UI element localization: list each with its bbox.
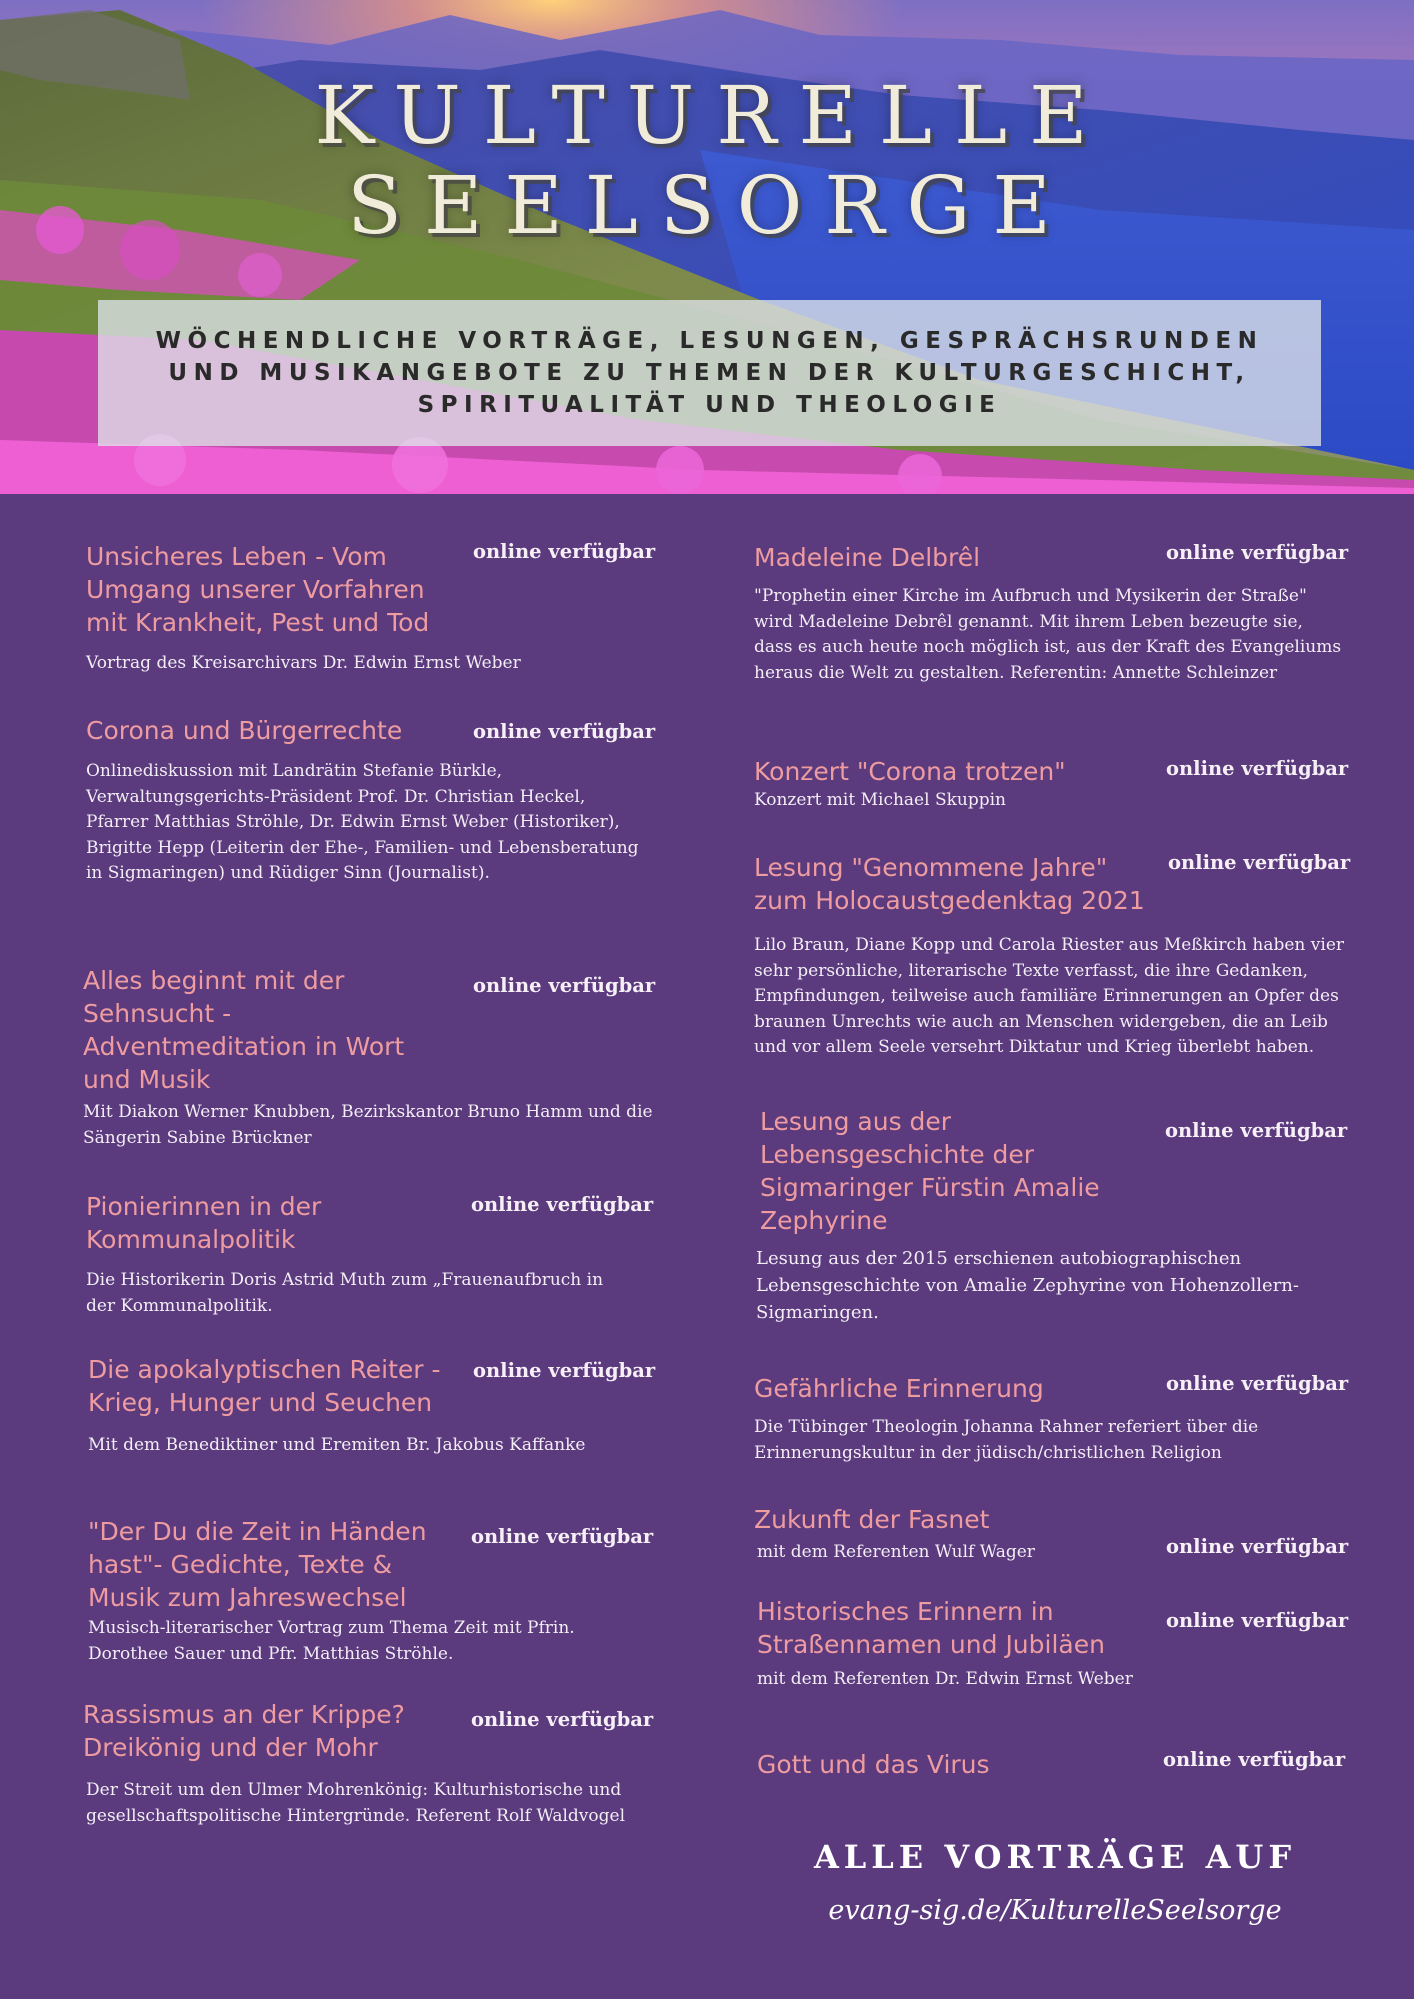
event-description: Lesung aus der 2015 erschienen autobiographischen Lebensgeschichte von Amalie Zephyrine von Hohenzollern-Sigmaringen. — [756, 1248, 1299, 1323]
event-description: Die Historikerin Doris Astrid Muth zum „Frauenaufbruch in der Kommunalpolitik. — [86, 1270, 604, 1316]
event-title: Gott und das Virus — [757, 1750, 990, 1779]
event-unsicheres-leben[interactable] — [86, 540, 656, 677]
event-title: Lesung aus der Lebensgeschichte der Sigmaringer Fürstin Amalie Zephyrine — [760, 1107, 1100, 1235]
online-badge[interactable]: online verfügbar — [473, 974, 656, 997]
event-title: Madeleine Delbrêl — [754, 543, 981, 572]
event-title: Corona und Bürgerrechte — [86, 716, 403, 745]
online-badge[interactable]: online verfügbar — [471, 1193, 654, 1216]
header-banner — [0, 0, 1414, 494]
event-description: Vortrag des Kreisarchivars Dr. Edwin Ernst Weber — [86, 653, 521, 673]
event-description: "Prophetin einer Kirche im Aufbruch und Mysikerin der Straße" wird Madeleine Debrêl genannt. Mit ihrem Leben bezeugte sie, dass es auch heute noch möglich ist, aus der Kraft des Evangeliums heraus die Welt zu gestalten. Referentin: Annette Schleinzer — [754, 586, 1342, 683]
event-title: "Der Du die Zeit in Händen hast"- Gedichte, Texte & Musik zum Jahreswechsel — [88, 1517, 427, 1612]
online-badge[interactable]: online verfügbar — [1166, 1535, 1349, 1558]
event-title: Pionierinnen in der Kommunalpolitik — [86, 1192, 322, 1254]
online-badge[interactable]: online verfügbar — [1165, 1119, 1348, 1142]
online-badge[interactable]: online verfügbar — [471, 1708, 654, 1731]
footer-url-link[interactable]: evang-sig.de/KulturelleSeelsorge — [828, 1895, 1282, 1926]
event-apokalyptische-reiter[interactable] — [88, 1353, 656, 1459]
event-description: Mit Diakon Werner Knubben, Bezirkskantor Bruno Hamm und die Sängerin Sabine Brückner — [83, 1102, 653, 1148]
event-corona-buergerrechte[interactable] — [86, 714, 656, 887]
online-badge[interactable]: online verfügbar — [1163, 1748, 1346, 1771]
event-pionierinnen[interactable] — [86, 1190, 654, 1319]
event-rassismus-krippe[interactable] — [83, 1698, 653, 1829]
event-description: Lilo Braun, Diane Kopp und Carola Riester aus Meßkirch haben vier sehr persönliche, literarische Texte verfasst, die ihre Gedanken, Empfindungen, teilweise auch familiäre Erinnerungen an Opfer des braunen Unrechts wie auch an Menschen widergeben, die an Leib und vor allem Seele versehrt Diktatur und Krieg überlebt haben. — [754, 935, 1345, 1057]
event-title: Gefährliche Erinnerung — [754, 1374, 1044, 1403]
online-badge[interactable]: online verfügbar — [471, 1525, 654, 1548]
main-title-line-1: KULTURELLE — [314, 69, 1110, 162]
event-description: mit dem Referenten Wulf Wager — [757, 1542, 1035, 1562]
event-amalie-zephyrine[interactable] — [756, 1105, 1360, 1326]
event-zukunft-fasnet[interactable] — [754, 1503, 1349, 1566]
event-title: Zukunft der Fasnet — [754, 1505, 990, 1534]
event-zeit-in-haenden[interactable] — [88, 1515, 654, 1667]
event-sehnsucht-advent[interactable] — [83, 964, 656, 1151]
footer-label: ALLE VORTRÄGE AUF — [813, 1838, 1297, 1876]
online-badge[interactable]: online verfügbar — [1166, 1609, 1349, 1632]
subtitle: WÖCHENDLICHE VORTRÄGE, LESUNGEN, GESPRÄCHSRUNDEN UND MUSIKANGEBOTE ZU THEMEN DER KULTURGESCHICHT, SPIRITUALITÄT UND THEOLOGIE — [155, 328, 1264, 418]
event-gott-virus[interactable] — [757, 1748, 1347, 1781]
event-description: Der Streit um den Ulmer Mohrenkönig: Kulturhistorische und gesellschaftspolitische Hintergründe. Referent Rolf Waldvogel — [86, 1780, 626, 1826]
event-title: Konzert "Corona trotzen" — [754, 757, 1066, 786]
online-badge[interactable]: online verfügbar — [1166, 1372, 1349, 1395]
event-description: Mit dem Benediktiner und Eremiten Br. Jakobus Kaffanke — [88, 1435, 586, 1455]
event-description: mit dem Referenten Dr. Edwin Ernst Weber — [757, 1669, 1133, 1689]
event-title: Unsicheres Leben - Vom Umgang unserer Vorfahren mit Krankheit, Pest und Tod — [86, 542, 430, 637]
online-badge[interactable]: online verfügbar — [473, 1359, 656, 1382]
event-description: Musisch-literarischer Vortrag zum Thema Zeit mit Pfrin. Dorothee Sauer und Pfr. Matthias Ströhle. — [88, 1618, 575, 1664]
event-madeleine-delbrel[interactable] — [754, 541, 1349, 686]
online-badge[interactable]: online verfügbar — [473, 540, 656, 563]
event-description: Konzert mit Michael Skuppin — [754, 790, 1006, 810]
event-title: Rassismus an der Krippe? Dreikönig und der Mohr — [83, 1700, 405, 1762]
event-title: Die apokalyptischen Reiter - Krieg, Hunger und Seuchen — [88, 1355, 441, 1417]
event-description: Die Tübinger Theologin Johanna Rahner referiert über die Erinnerungskultur in der jüdisch/christlichen Religion — [754, 1417, 1259, 1463]
online-badge[interactable]: online verfügbar — [1166, 757, 1349, 780]
subtitle-box — [98, 300, 1321, 446]
online-badge[interactable]: online verfügbar — [1168, 851, 1351, 874]
event-strassennamen[interactable] — [757, 1595, 1347, 1693]
event-genommene-jahre[interactable] — [754, 851, 1354, 1061]
online-badge[interactable]: online verfügbar — [1166, 541, 1349, 564]
event-konzert-corona[interactable] — [754, 755, 1349, 814]
event-title: Historisches Erinnern in Straßennamen und Jubiläen — [757, 1597, 1105, 1659]
main-title-line-2: SEELSORGE — [347, 159, 1073, 252]
event-title: Alles beginnt mit der Sehnsucht - Adventmeditation in Wort und Musik — [83, 966, 405, 1094]
event-description: Onlinediskussion mit Landrätin Stefanie Bürkle, Verwaltungsgerichts-Präsident Prof. Dr. Christian Heckel, Pfarrer Matthias Ströhle, Dr. Edwin Ernst Weber (Historiker), Brigitte Hepp (Leiterin der Ehe-, Familien- und Lebensberatung in Sigmaringen) und Rüdiger Sinn (Journalist). — [86, 761, 639, 883]
event-title: Lesung "Genommene Jahre" zum Holocaustgedenktag 2021 — [754, 853, 1145, 915]
event-gefaehrliche-erinnerung[interactable] — [754, 1372, 1349, 1466]
online-badge[interactable]: online verfügbar — [473, 720, 656, 743]
